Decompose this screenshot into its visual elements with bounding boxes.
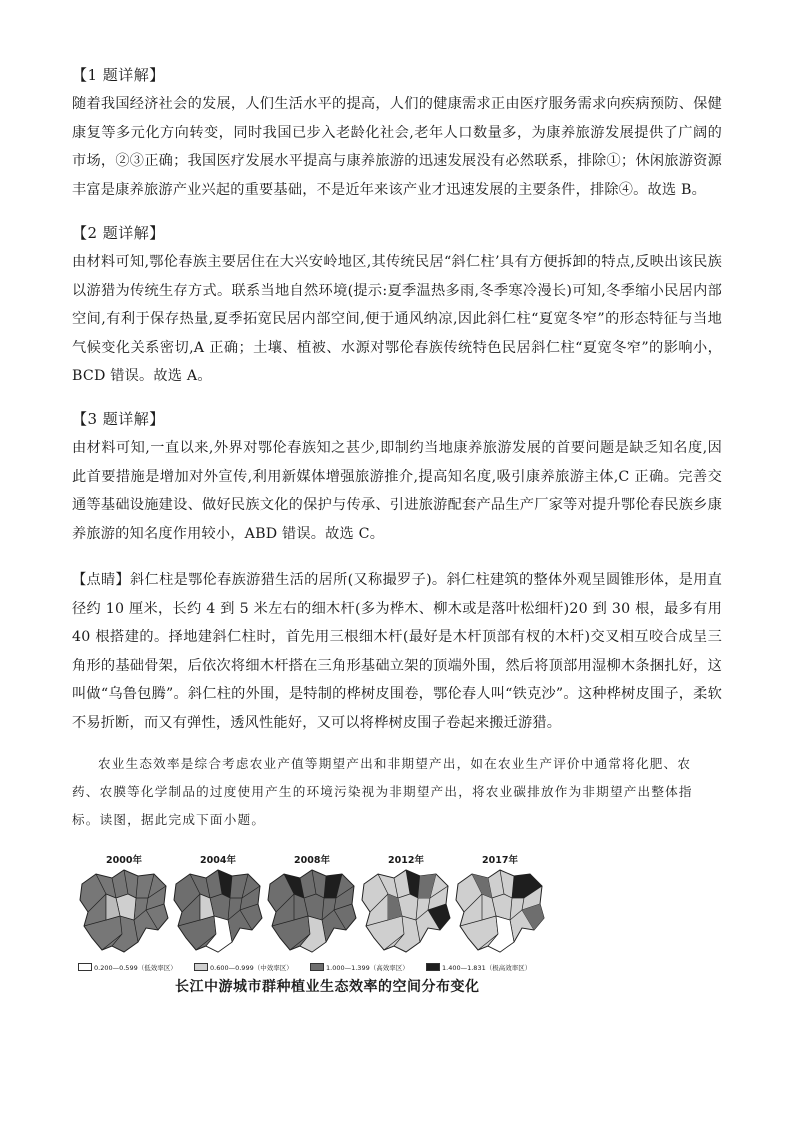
section-2-heading: 【2 题详解】: [72, 224, 165, 242]
map-2017: [452, 852, 548, 962]
map-year-label: 2000年: [106, 855, 142, 866]
note-section: [72, 566, 722, 738]
section-3: [72, 408, 722, 548]
map-2004: [170, 852, 266, 962]
map-figure: [76, 852, 546, 972]
legend-label: 1.000—1.399（高效率区）: [326, 963, 409, 972]
question-intro: 农业生态效率是综合考虑农业产值等期望产出和非期望产出，如在农业生产评价中通常将化肥、农药、农膜等化学制品的过度使用产生的环境污染视为非期望产出，将农业碳排放作为非期望产出整体指标。读图，据此完成下面小题。: [72, 756, 693, 827]
note-paragraph: [72, 566, 722, 738]
map-legend: [76, 962, 546, 972]
section-3-body: 由材料可知,一直以来,外界对鄂伦春族知之甚少,即制约当地康养旅游发展的首要问题是缺乏知名度,因此首要措施是增加对外宣传,利用新媒体增强旅游推介,提高知名度,吸引康养旅游主体,C 正确。完善交通等基础设施建设、做好民族文化的保护与传承、引进旅游配套产品生产厂家等对提升鄂伦春民族乡康养旅游的知名度作用较小，ABD 错误。故选 C。: [72, 440, 722, 542]
legend-item-low: [78, 962, 177, 972]
region-map-2012: [358, 864, 454, 960]
map-year-label: 2012年: [388, 855, 424, 866]
map-year-label: 2004年: [200, 855, 236, 866]
map-year-label: 2008年: [294, 855, 330, 866]
map-2000: [76, 852, 172, 962]
region-map-2000: [76, 864, 172, 960]
section-1: [72, 64, 722, 204]
legend-label: 0.600—0.999（中效率区）: [210, 963, 293, 972]
section-2: [72, 222, 722, 391]
section-1-heading: 【1 题详解】: [72, 66, 165, 84]
section-3-heading: 【3 题详解】: [72, 410, 165, 428]
legend-label: 0.200—0.599（低效率区）: [94, 963, 177, 972]
map-year-label: 2017年: [482, 855, 518, 866]
legend-swatch: [194, 963, 208, 971]
legend-swatch: [310, 963, 324, 971]
legend-label: 1.400—1.831（极高效率区）: [442, 963, 532, 972]
legend-item-medium: [194, 962, 293, 972]
map-2008: [264, 852, 360, 962]
region-map-2004: [170, 864, 266, 960]
map-2012: [358, 852, 454, 962]
legend-swatch: [78, 963, 92, 971]
legend-swatch: [426, 963, 440, 971]
section-2-body: 由材料可知,鄂伦春族主要居住在大兴安岭地区,其传统民居“斜仁柱’具有方便拆卸的特点,反映出该民族以游猎为传统生存方式。联系当地自然环境(提示:夏季温热多雨,冬季寒冷漫长)可知,冬季缩小民居内部空间,有利于保存热量,夏季拓宽民居内部空间,便于通风纳凉,因此斜仁柱“夏宽冬窄”的形态特征与当地气候变化关系密切,A 正确；土壤、植被、水源对鄂伦春族传统特色民居斜仁柱“夏宽冬窄”的影响小，BCD 错误。故选 A。: [72, 254, 722, 385]
figure-caption: 长江中游城市群种植业生态效率的空间分布变化: [175, 979, 480, 995]
note-body: 斜仁柱是鄂伦春族游猎生活的居所(又称撮罗子)。斜仁柱建筑的整体外观呈圆锥形体，是用直径约 10 厘米，长约 4 到 5 米左右的细木杆(多为桦木、柳木或是落叶松细杆)20 到 30 根，最多有用 40 根搭建的。择地建斜仁柱时，首先用三根细木杆(最好是木杆顶部有杈的木杆)交叉相互咬合成呈三角形的基础骨架，后依次将细木杆搭在三角形基础立架的顶端外围，然后将顶部用湿柳木条捆扎好，这叫做“乌鲁包腾”。斜仁柱的外围，是特制的桦树皮围卷，鄂伦春人叫“铁克沙”。这种桦树皮围子，柔软不易折断，而又有弹性，透风性能好，又可以将桦树皮围子卷起来搬迁游猎。: [72, 572, 722, 731]
note-heading: 【点睛】: [72, 572, 131, 588]
legend-item-high: [310, 962, 409, 972]
legend-item-very-high: [426, 962, 531, 972]
section-1-body: 随着我国经济社会的发展，人们生活水平的提高，人们的健康需求正由医疗服务需求向疾病预防、保健康复等多元化方向转变，同时我国已步入老龄化社会,老年人口数量多，为康养旅游发展提供了广阔的市场，②③正确；我国医疗发展水平提高与康养旅游的迅速发展没有必然联系，排除①；休闲旅游资源丰富是康养旅游产业兴起的重要基础，不是近年来该产业才迅速发展的主要条件，排除④。故选 B。: [72, 96, 722, 198]
region-map-2017: [452, 864, 548, 960]
region-map-2008: [264, 864, 360, 960]
